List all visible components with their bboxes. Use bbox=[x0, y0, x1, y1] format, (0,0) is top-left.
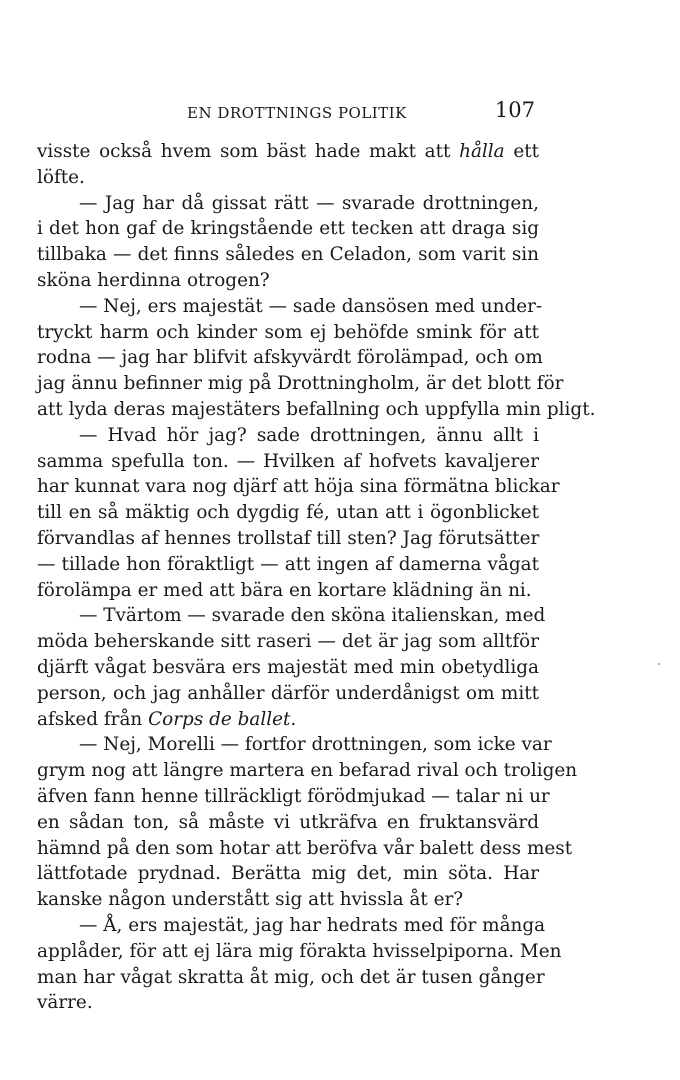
text-segment: tillbaka — det finns således en Celadon, som varit sin bbox=[37, 244, 539, 266]
text-segment: — Jag har då gissat rätt — svarade drottningen, bbox=[79, 192, 539, 214]
text-segment: grym nog att längre martera en befarad rival och troligen bbox=[37, 760, 578, 782]
text-line bbox=[37, 526, 539, 552]
text-line bbox=[37, 500, 539, 526]
text-line bbox=[37, 423, 539, 449]
text-segment: — tillade hon föraktligt — att ingen af damerna vågat bbox=[37, 553, 539, 575]
text-line bbox=[37, 371, 564, 397]
text-line bbox=[37, 320, 539, 346]
text-line bbox=[37, 216, 539, 242]
text-line bbox=[37, 578, 539, 604]
text-segment: till en så mäktig och dygdig fé, utan att i ögonblicket bbox=[37, 502, 539, 524]
text-line bbox=[37, 732, 552, 758]
text-line bbox=[37, 990, 539, 1016]
text-line bbox=[37, 887, 539, 913]
text-segment: tryckt harm och kinder som ej behöfde smink för att bbox=[37, 321, 539, 343]
text-segment: person, och jag anhåller därför underdånigst om mitt bbox=[37, 682, 539, 704]
text-segment: sköna herdinna otrogen? bbox=[37, 269, 270, 291]
text-line bbox=[37, 552, 539, 578]
text-segment: möda beherskande sitt raseri — det är jag som alltför bbox=[37, 631, 539, 653]
text-line bbox=[37, 836, 573, 862]
text-segment: — Nej, ers majestät — sade dansösen med under- bbox=[79, 295, 543, 317]
text-segment: att lyda deras majestäters befallning och uppfylla min pligt. bbox=[37, 398, 596, 420]
text-line bbox=[37, 629, 539, 655]
text-line bbox=[37, 603, 546, 629]
text-line bbox=[37, 397, 596, 423]
page-header bbox=[37, 98, 539, 128]
text-line bbox=[37, 242, 539, 268]
text-segment: rodna — jag har blifvit afskyvärdt förolämpad, och om bbox=[37, 347, 543, 369]
text-line bbox=[37, 474, 560, 500]
text-line bbox=[37, 939, 562, 965]
text-segment: — Tvärtom — svarade den sköna italienskan, med bbox=[79, 605, 546, 627]
text-segment: kanske någon understått sig att hvissla åt er? bbox=[37, 889, 464, 911]
text-segment: lättfotade prydnad. Berätta mig det, min söta. Har bbox=[37, 863, 539, 885]
text-segment: visste också hvem som bäst hade makt att bbox=[37, 141, 460, 162]
text-segment: har kunnat vara nog djärf att höja sina förmätna blickar bbox=[37, 476, 560, 498]
text-line bbox=[37, 861, 539, 887]
text-segment: i det hon gaf de kringstående ett tecken att draga sig bbox=[37, 218, 539, 240]
italic-text: hålla bbox=[459, 141, 505, 162]
text-segment: värre. bbox=[37, 992, 93, 1014]
text-segment: — Å, ers majestät, jag har hedrats med för många bbox=[79, 914, 546, 936]
text-segment: man har vågat skratta åt mig, och det är tusen gånger bbox=[37, 966, 545, 988]
running-head: EN DROTTNINGS POLITIK bbox=[187, 104, 407, 122]
page-number: 107 bbox=[494, 98, 535, 122]
text-segment: jag ännu befinner mig på Drottningholm, är det blott för bbox=[37, 373, 564, 395]
text-line bbox=[37, 681, 539, 707]
text-line bbox=[37, 449, 539, 475]
italic-text: Corps de ballet. bbox=[148, 708, 297, 730]
text-line bbox=[37, 655, 539, 681]
text-line bbox=[37, 191, 539, 217]
text-segment: förvandlas af hennes trollstaf till sten? Jag förutsätter bbox=[37, 527, 540, 549]
text-segment: — Hvad hör jag? sade drottningen, ännu allt i bbox=[79, 424, 539, 446]
text-segment: förolämpa er med att bära en kortare klädning än ni. bbox=[37, 579, 532, 601]
text-line bbox=[37, 139, 539, 165]
text-line bbox=[37, 294, 543, 320]
text-segment: afsked från bbox=[37, 708, 149, 730]
text-line bbox=[37, 810, 539, 836]
paper-speck bbox=[658, 663, 660, 665]
text-line bbox=[37, 268, 539, 294]
text-line bbox=[37, 965, 545, 991]
text-line bbox=[37, 165, 539, 191]
text-segment: löfte. bbox=[37, 166, 85, 188]
text-line bbox=[37, 758, 578, 784]
body-text bbox=[37, 139, 596, 1016]
text-segment: äfven fann henne tillräckligt förödmjukad — talar ni ur bbox=[37, 785, 550, 807]
text-segment: ett bbox=[504, 141, 539, 162]
text-segment: applåder, för att ej lära mig förakta hvisselpiporna. Men bbox=[37, 940, 562, 962]
text-segment: samma spefulla ton. — Hvilken af hofvets kavaljerer bbox=[37, 450, 539, 472]
text-line bbox=[37, 345, 543, 371]
text-segment: — Nej, Morelli — fortfor drottningen, som icke var bbox=[79, 734, 552, 756]
text-line bbox=[37, 784, 550, 810]
text-line bbox=[37, 913, 546, 939]
text-segment: hämnd på den som hotar att beröfva vår balett dess mest bbox=[37, 837, 573, 859]
text-segment: en sådan ton, så måste vi utkräfva en fruktansvärd bbox=[37, 811, 539, 833]
text-segment: djärft vågat besvära ers majestät med min obetydliga bbox=[37, 656, 539, 678]
text-line bbox=[37, 707, 539, 733]
